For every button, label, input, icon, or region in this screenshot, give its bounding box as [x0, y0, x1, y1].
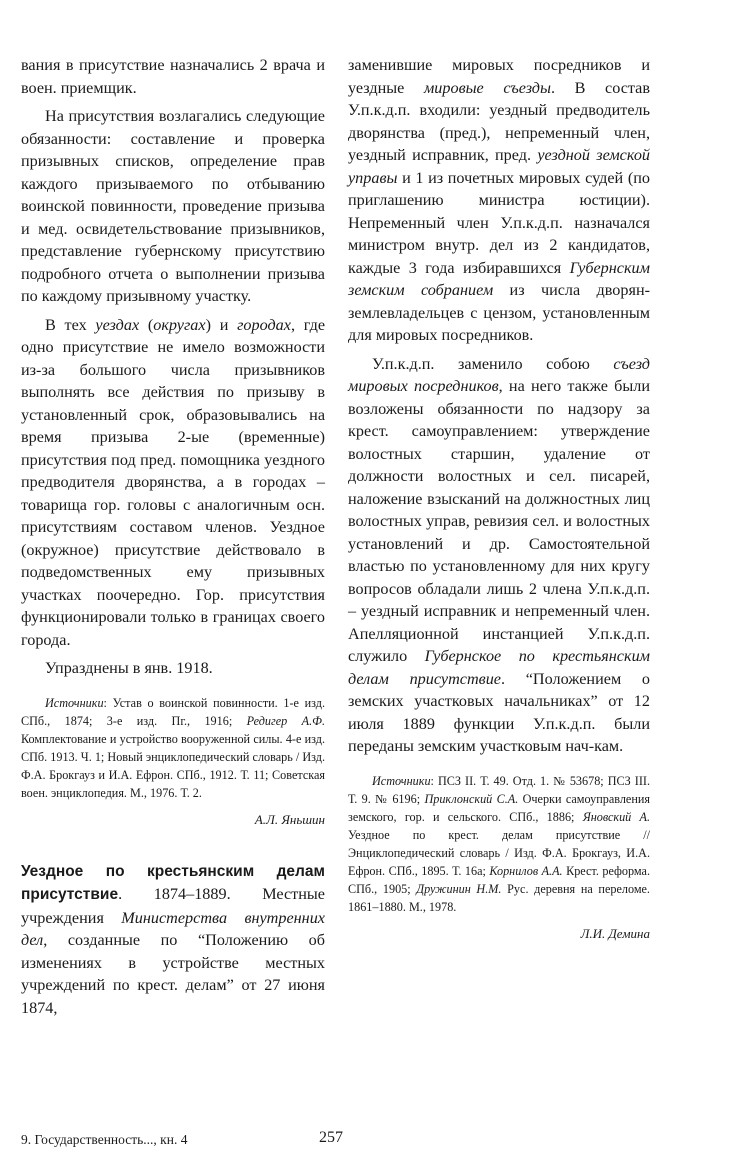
italic-term: уездной земской управы	[348, 146, 651, 187]
sources-1	[21, 694, 325, 802]
text-run: , на него также были возложены обязанности по надзору за крест. самоуправлением: утверждение волостных старшин, удаление от должности волостных и сел. писарей, наложение взысканий на должностных лиц волостных управ, ревизия сел. и волостных установлений и др. Самостоятельной властью по установленному для них кругу вопросов обладали лишь 2 члена У.п.к.д.п. – уездный исправник и непременный член. Апелляционной инстанцией У.п.к.д.п. служило	[348, 377, 650, 665]
text-run: У.п.к.д.п. заменило собою	[372, 354, 614, 373]
entry-head-term: Уездное по крестьянским делам присутствие	[21, 862, 325, 903]
italic-term: уездах	[95, 315, 140, 334]
left-paragraph-2: На присутствия возлагались следующие обязанности: составление и проверка призывных списков, определение прав каждого призываемого по отбыванию воинской повинности, проведение призыва и мед. освидетельствование призывников, представление губернскому присутствию подробного отчета о выполнении призыва по каждому призывному участку.	[21, 107, 325, 305]
left-paragraph-3	[21, 314, 325, 652]
text-run: Уездное по крест. делам присутствие // Энциклопедический словарь / Изд. Ф.А. Брокгауз, И.А. Ефрон. СПб., 1895. Т. 16а;	[348, 827, 650, 878]
left-paragraph-4: Упразднены в янв. 1918.	[45, 659, 213, 677]
left-column	[21, 54, 325, 1019]
italic-term: Министерства внутренних дел	[21, 908, 325, 949]
text-run: заменившие мировых посредников и уездные	[348, 56, 650, 97]
footer-signature-mark: 9. Государственность..., кн. 4	[21, 1132, 188, 1147]
text-run: В тех	[45, 315, 96, 334]
italic-term: Губернское по крестьянским делам присутствие	[348, 647, 650, 688]
text-run: Рус. деревня на переломе. 1861–1880. М., 1978.	[348, 881, 650, 914]
sources-2	[348, 772, 650, 916]
text-run: и 1 из почетных мировых судей (по приглашению министра юстиции). Непременный член У.п.к.д.п. назначался министром внутр. дел из 2 кандидатов, каждые 3 года избиравшихся	[348, 168, 650, 277]
italic-author: Дружинин Н.М.	[416, 881, 502, 896]
right-column	[348, 54, 650, 942]
text-run: Очерки самоуправления земского, гор. и сельского. СПб., 1886;	[348, 791, 650, 824]
author-signature-1: А.Л. Яньшин	[254, 811, 325, 827]
text-run: , созданные по “Положению об изменениях в устройстве местных учреждений по крест. делам” от 27 июня 1874,	[21, 931, 325, 1017]
sources-label: Источники	[372, 773, 431, 788]
author-signature-2: Л.И. Демина	[580, 925, 650, 941]
text-run: Крест. реформа. СПб., 1905;	[348, 863, 650, 896]
text-run: . 1874–1889. Местные учреждения	[21, 885, 325, 927]
italic-term: съезд мировых посредников	[348, 354, 650, 395]
text-run: . В состав У.п.к.д.п. входили: уездный предводитель дворянства (пред.), непременный член, уездный исправник, пред.	[348, 78, 651, 164]
text-run: Комплектование и устройство вооруженной силы. 4-е изд. СПб. 1913. Ч. 1; Новый энциклопедический словарь / Изд. Ф.А. Брокгауз и И.А. Ефрон. СПб., 1912. Т. 11; Советская воен. энциклопедия. М., 1976. Т. 2.	[21, 731, 325, 800]
text-run: (	[139, 315, 154, 334]
text-run: из числа дворян-землевладельцев с цензом, установленным для мировых посредников.	[348, 281, 650, 344]
text-run: , где одно присутствие не имело возможности из-за большого числа призывников выполнять все действия по призыву в установленный срок, образовывались на время призыва 2-ые (временные) присутствия под пред. помощника уездного предводителя дворянства, а в городах – товарища гор. головы с аналогичным осн. присутствиям составом членов. Уездное (окружное) присутствие действовало в подведомственных ему призывных участках поочередно. Гор. присутствия функционировали только в границах своего города.	[21, 315, 325, 649]
right-paragraph-1	[348, 54, 650, 347]
text-run: . “Положением о земских участковых начальниках” от 12 июля 1889 функции У.п.к.д.п. были переданы земским участковым нач-кам.	[348, 669, 650, 755]
text-run: ) и	[205, 315, 238, 334]
entry-paragraph	[21, 860, 325, 1020]
italic-author: Яновский А.	[582, 809, 650, 824]
page-number: 257	[319, 1129, 343, 1146]
text-run: : Устав о воинской повинности. 1-е изд. СПб., 1874; 3-е изд. Пг., 1916;	[21, 695, 325, 728]
left-paragraph-1: вания в присутствие назначались 2 врача и воен. приемщик.	[21, 56, 325, 97]
italic-term: Губернским земским собранием	[348, 258, 650, 299]
italic-author: Редигер А.Ф.	[246, 713, 325, 728]
italic-term: городах	[237, 315, 291, 334]
italic-term: округах	[153, 315, 206, 334]
sources-label: Источники	[45, 695, 104, 710]
italic-author: Корнилов А.А.	[489, 863, 563, 878]
italic-term: мировые съезды	[423, 78, 551, 97]
italic-author: Приклонский С.А.	[424, 791, 519, 806]
text-run: : ПСЗ II. Т. 49. Отд. 1. № 53678; ПСЗ III. Т. 9. № 6196;	[348, 773, 650, 806]
right-paragraph-2	[348, 353, 650, 758]
